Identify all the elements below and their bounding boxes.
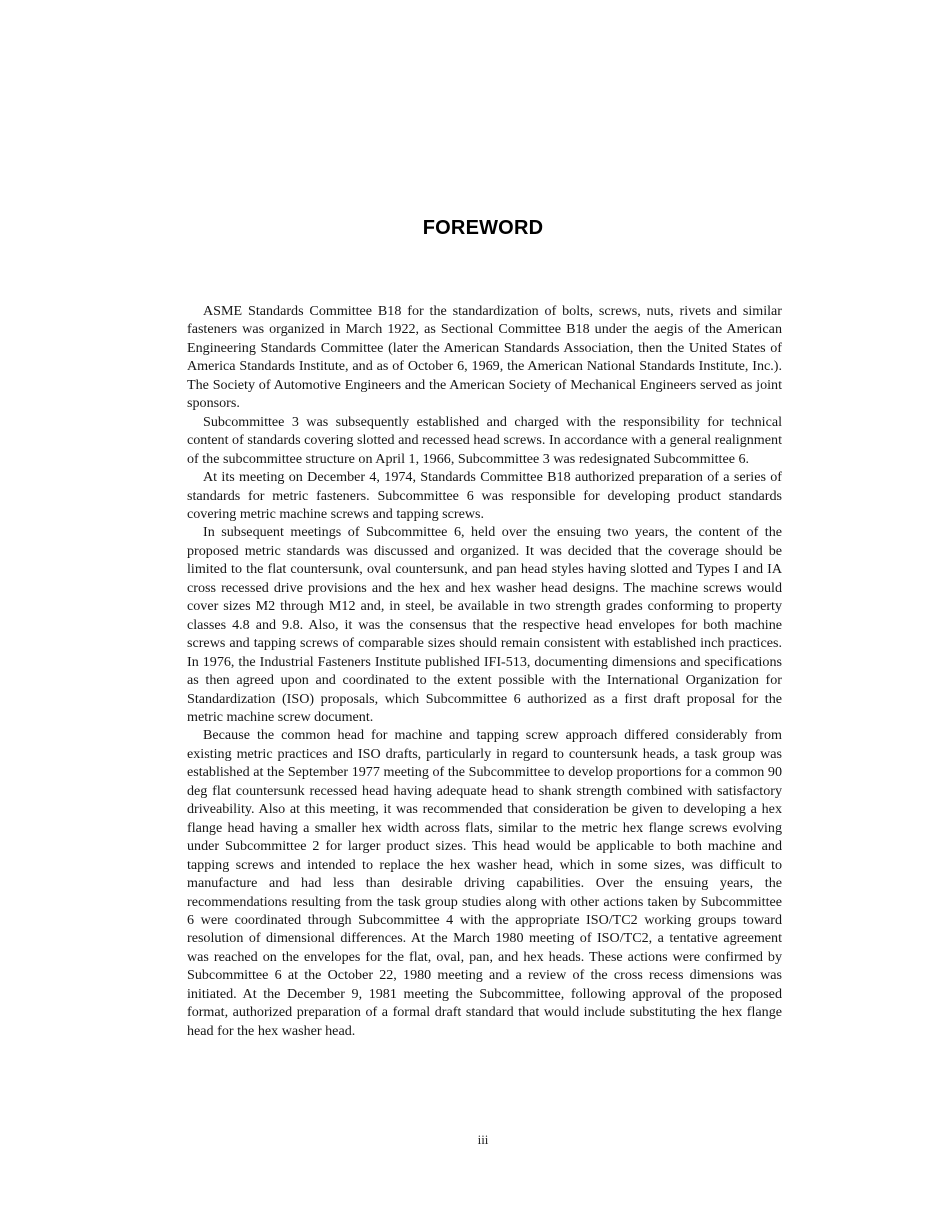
page-title: FOREWORD [422, 217, 544, 239]
paragraph-3: At its meeting on December 4, 1974, Standards Committee B18 authorized preparation of a series of standards for metric fasteners. Subcommittee 6 was responsible for developing product standards covering metric machine screws and tapping screws. [187, 469, 782, 522]
paragraph-2: Subcommittee 3 was subsequently established and charged with the responsibility for technical content of standards covering slotted and recessed head screws. In accordance with a general realignment of the subcommittee structure on April 1, 1966, Subcommittee 3 was redesignated Subcommittee 6. [187, 413, 782, 467]
paragraph-4: In subsequent meetings of Subcommittee 6, held over the ensuing two years, the content of the proposed metric standards was discussed and organized. It was decided that the coverage should be limited to the flat countersunk, oval countersunk, and pan head styles having slotted and Types I and IA cross recessed drive provisions and the hex and hex washer head designs. The machine screws would cover sizes M2 through M12 and, in steel, be available in two strength grades conforming to property classes 4.8 and 9.8. Also, it was the consensus that the respective head envelopes for both machine screws and tapping screws of comparable sizes should remain consistent with established inch practices. In 1976, the Industrial Fasteners Institute published IFI-513, documenting dimensions and specifications as then agreed upon and coordinated to the extent possible with the International Organization for Standardization (ISO) proposals, which Subcommittee 6 authorized as a first draft proposal for the metric machine screw document. [187, 524, 782, 725]
page-number: iii [477, 1132, 489, 1147]
foreword-body [187, 302, 782, 1040]
paragraph-1: ASME Standards Committee B18 for the standardization of bolts, screws, nuts, rivets and similar fasteners was organized in March 1922, as Sectional Committee B18 under the aegis of the American Engineering Standards Committee (later the American Standards Association, then the United States of America Standards Institute, and as of October 6, 1969, the American National Standards Institute, Inc.). The Society of Automotive Engineers and the American Society of Mechanical Engineers served as joint sponsors. [187, 303, 782, 412]
paragraph-5: Because the common head for machine and tapping screw approach differed considerably from existing metric practices and ISO drafts, particularly in regard to countersunk heads, a task group was established at the September 1977 meeting of the Subcommittee to develop proportions for a common 90 deg flat countersunk recessed head having adequate head to shank strength combined with satisfactory driveability. Also at this meeting, it was recommended that consideration be given to developing a hex flange head having a smaller hex width across flats, similar to the metric hex flange screws evolving under Subcommittee 2 for larger product sizes. This head would be applicable to both machine and tapping screws and intended to replace the hex washer head, which in some sizes, was difficult to manufacture and had less than desirable driving capabilities. Over the ensuing years, the recommendations resulting from the task group studies along with other actions taken by Subcommittee 6 were coordinated through Subcommittee 4 with the appropriate ISO/TC2 working groups toward resolution of dimensional differences. At the March 1980 meeting of ISO/TC2, a tentative agreement was reached on the envelopes for the flat, oval, pan, and hex heads. These actions were confirmed by Subcommittee 6 at the October 22, 1980 meeting and a review of the cross recess dimensions was initiated. At the December 9, 1981 meeting the Subcommittee, following approval of the proposed format, authorized preparation of a formal draft standard that would include substituting the hex flange head for the hex washer head. [187, 727, 782, 1039]
